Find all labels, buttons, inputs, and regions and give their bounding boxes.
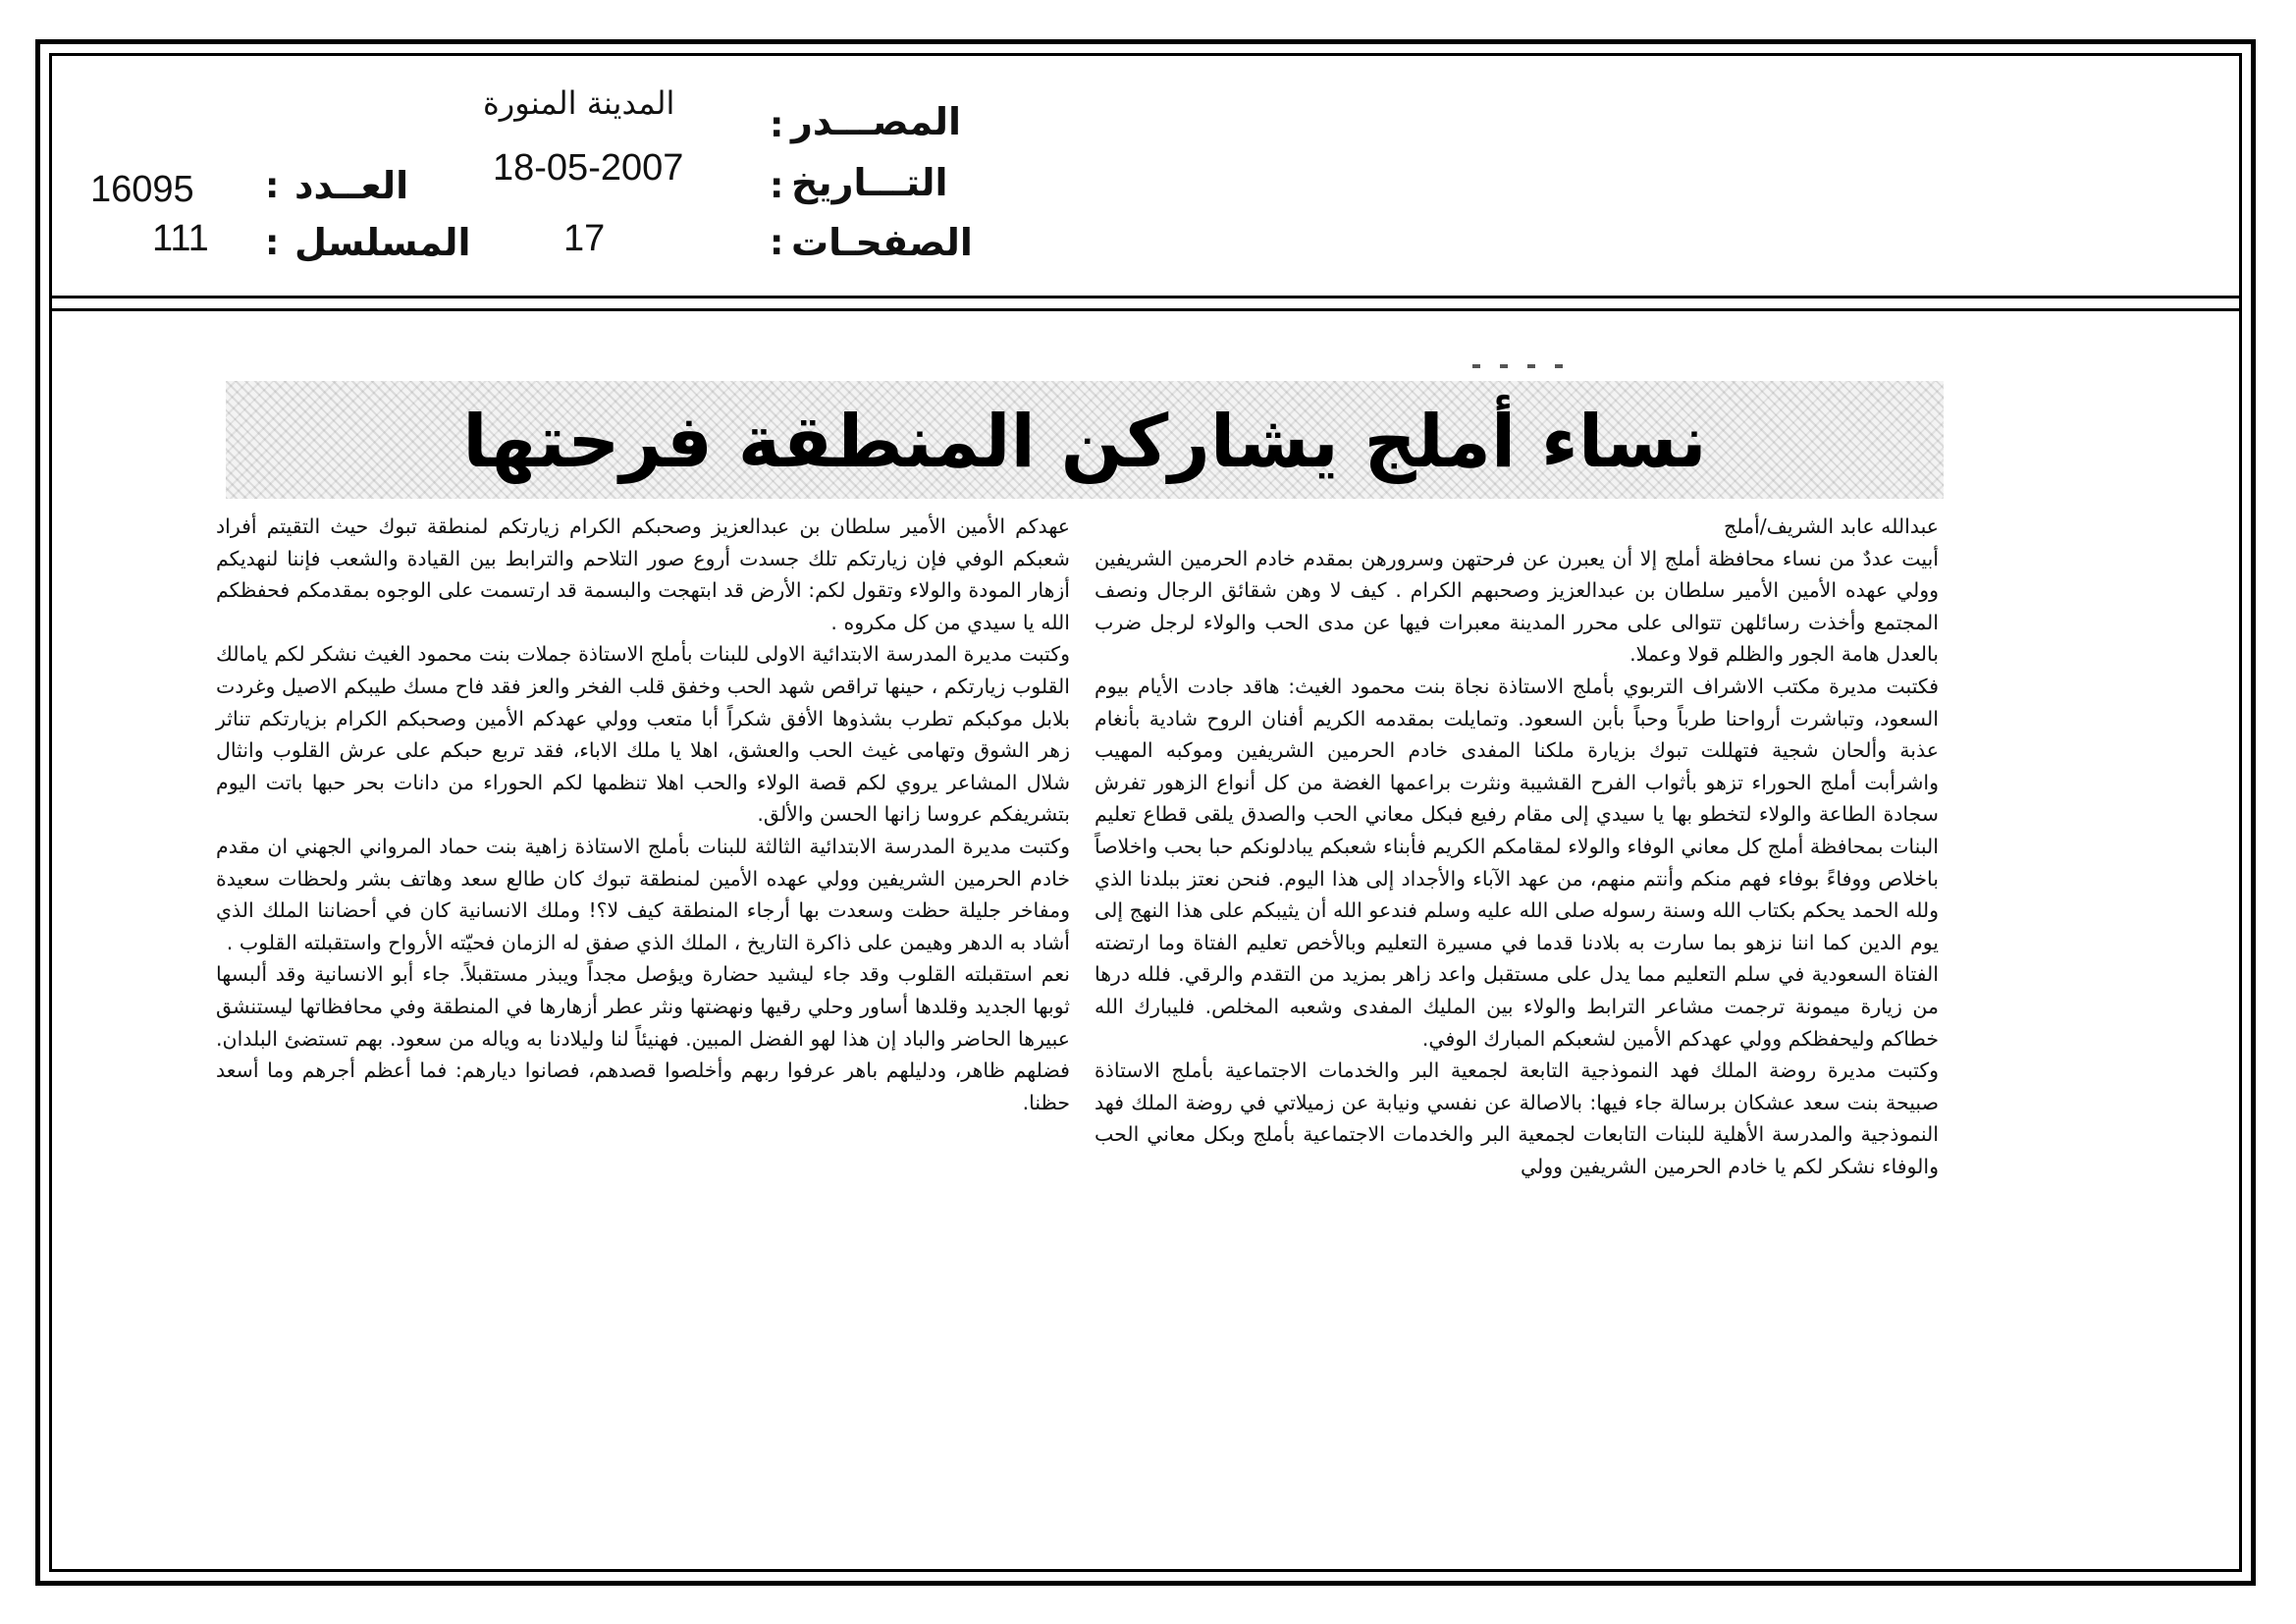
article-paragraph: نعم استقبلته القلوب وقد جاء ليشيد حضارة ويؤصل مجداً ويبذر مستقبلاً. جاء أبو الانسانية وقد ألبسها ثوبها الجديد وقلدها أساور وحلي رقيها ونهضتها ونثر عطر أزهارها في المنطقة وفي محافظاتها ليستنشق عبيرها الحاضر والباد إن هذا لهو الفضل المبين. فهنيئاً لنا وليلادنا به وياله من سعود. بهم تستضئ البلدان. فضلهم ظاهر، ودليلهم باهر عرفوا ربهم وأخلصوا قصدهم، فصانوا ديارهم: فما أعظم أجرهم وما أسعد حظنا.	[216, 962, 1070, 1114]
source-colon: :	[770, 105, 784, 145]
article-column-right	[1095, 511, 1939, 1182]
pages-value: 17	[563, 218, 606, 259]
source-label: المصـــدر	[791, 100, 962, 143]
serial-colon: :	[265, 223, 280, 263]
pages-colon: :	[770, 223, 784, 263]
article-headline: نساء أملج يشاركن المنطقة فرحتها	[462, 400, 1707, 484]
article-paragraph: عهدكم الأمين الأمير سلطان بن عبدالعزيز وصحبكم الكرام زيارتكم لمنطقة تبوك حيث التقيتم أفراد شعبكم الوفي فإن زيارتكم تلك جسدت أروع صور التلاحم والترابط بين القيادة والشعب فإننا لنهديكم أزهار المودة والولاء وتقول لكم: الأرض قد ابتهجت والبسمة قد ارتسمت على الوجوه بمقدمكم فحفظكم الله يا سيدي من كل مكروه .	[216, 514, 1070, 634]
source-value: المدينة المنورة	[483, 84, 675, 122]
article-paragraph: وكتبت مديرة المدرسة الابتدائية الاولى للبنات بأملج الاستاذة جملات بنت محمود الغيث نشكر لكم يامالك القلوب زيارتكم ، حينها تراقص شهد الحب وخفق قلب الفخر والعز فقد فاح مسك طيبكم الاصيل وغردت بلابل موكبكم تطرب بشذوها الأفق شكراً أبا متعب وولي عهدكم الأمين وصحبكم الكرام بزيارتكم تناثر زهر الشوق وتهامى غيث الحب والعشق، اهلا يا ملك الاباء، فقد تربع حبكم على عرش القلوب وانثال شلال المشاعر يروي لكم قصة الولاء والحب اهلا تنظمها لكم الحوراء من دانات بحر حبها باتت اليوم بتشريفكم عروسا زانها الحسن والألق.	[216, 642, 1070, 827]
date-value: 18-05-2007	[493, 147, 684, 189]
scan-specks	[1472, 353, 1610, 361]
issue-colon: :	[265, 166, 280, 206]
article-paragraph: أبيت عددٌ من نساء محافظة أملج إلا أن يعبرن عن فرحتهن وسرورهن بمقدم خادم الحرمين الشريفين وولي عهده الأمين الأمير سلطان بن عبدالعزيز وصحبهم الكرام . كيف لا وهن شقائق الرجال ونصف المجتمع وأخذت رسائلهن تتوالى على محرر المدينة معبرات فيها عن مدى الحب والولاء لرجل ضرب بالعدل هامة الجور والظلم قولا وعملا.	[1095, 546, 1939, 667]
issue-value: 16095	[90, 169, 194, 210]
date-colon: :	[770, 166, 784, 206]
article-column-left	[216, 511, 1070, 1118]
serial-label: المسلسل	[294, 221, 471, 264]
article-byline: عبدالله عابد الشريف/أملج	[1724, 514, 1939, 538]
article-paragraph: فكتبت مديرة مكتب الاشراف التربوي بأملج الاستاذة نجاة بنت محمود الغيث: هاقد جادت الأيام بيوم السعود، وتباشرت أرواحنا طرباً وحباً بأبن السعود. وتمايلت بمقدمه الكريم أفنان الروح شادية بأنغام عذبة وألحان شجية فتهللت تبوك بزيارة ملكنا المفدى خادم الحرمين الشريفين وموكبه المهيب واشرأبت أملج الحوراء تزهو بأثواب الفرح القشيبة ونثرت براعمها الغضة من كل أنواع الزهور تفرش سجادة الطاعة والولاء لتخطو بها يا سيدي إلى مقام رفيع فبكل معاني الحب والصدق يلقى قطاع تعليم البنات بمحافظة أملج كل معاني الوفاء والولاء لمقامكم الكريم فأبناء شعبكم يبادلونكم حبا بحب واخلاصاً باخلاص ووفاءً بوفاء فهم منكم وأنتم منهم، من عهد الآباء والأجداد إلى هذا اليوم. فنحن نعتز ببلدنا الذي ولله الحمد يحكم بكتاب الله وسنة رسوله صلى الله عليه وسلم فندعو الله أن يثيبكم على هذا النهج إلى يوم الدين كما اننا نزهو بما سارت به بلادنا قدما في مسيرة التعليم وبالأخص تعليم الفتاة وما ارتضته الفتاة السعودية في سلم التعليم مما يدل على مستقبل واعد زاهر بمزيد من التقدم والرقي. فلله درها من زيارة ميمونة ترجمت مشاعر الترابط والولاء بين المليك المفدى وشعبه المخلص. فليبارك الله خطاكم وليحفظكم وولي عهدكم الأمين لشعبكم المبارك الوفي.	[1095, 674, 1939, 1051]
date-label: التـــاريخ	[791, 161, 948, 204]
pages-label: الصفحـات	[791, 221, 973, 264]
article-paragraph: وكتبت مديرة المدرسة الابتدائية الثالثة للبنات بأملج الاستاذة زاهية بنت حماد المرواني الجهني ان مقدم خادم الحرمين الشريفين وولي عهده الأمين لمنطقة تبوك كان طالع سعد وهاتف بشر ولحظات سعيدة ومفاخر جليلة حظت وسعدت بها أرجاء المنطقة كيف لا؟! وملك الانسانية كان في أحضاننا الملك الذي أشاد به الدهر وهيمن على ذاكرة التاريخ ، الملك الذي صفق له الزمان فحيّته الأرواح واستقبلته القلوب .	[216, 834, 1070, 954]
header-divider-double	[49, 308, 2242, 311]
header-divider	[49, 296, 2242, 298]
article-paragraph: وكتبت مديرة روضة الملك فهد النموذجية التابعة لجمعية البر والخدمات الاجتماعية بأملج الاستاذة صبيحة بنت سعد عشكان برسالة جاء فيها: بالاصالة عن نفسي ونيابة عن زميلاتي في روضة الملك فهد النموذجية والمدرسة الأهلية للبنات التابعات لجمعية البر والخدمات الاجتماعية بأملج وبكل معاني الحب والوفاء نشكر لكم يا خادم الحرمين الشريفين وولي	[1095, 1058, 1939, 1178]
issue-label: العــدد	[294, 164, 409, 207]
serial-value: 111	[152, 218, 209, 259]
